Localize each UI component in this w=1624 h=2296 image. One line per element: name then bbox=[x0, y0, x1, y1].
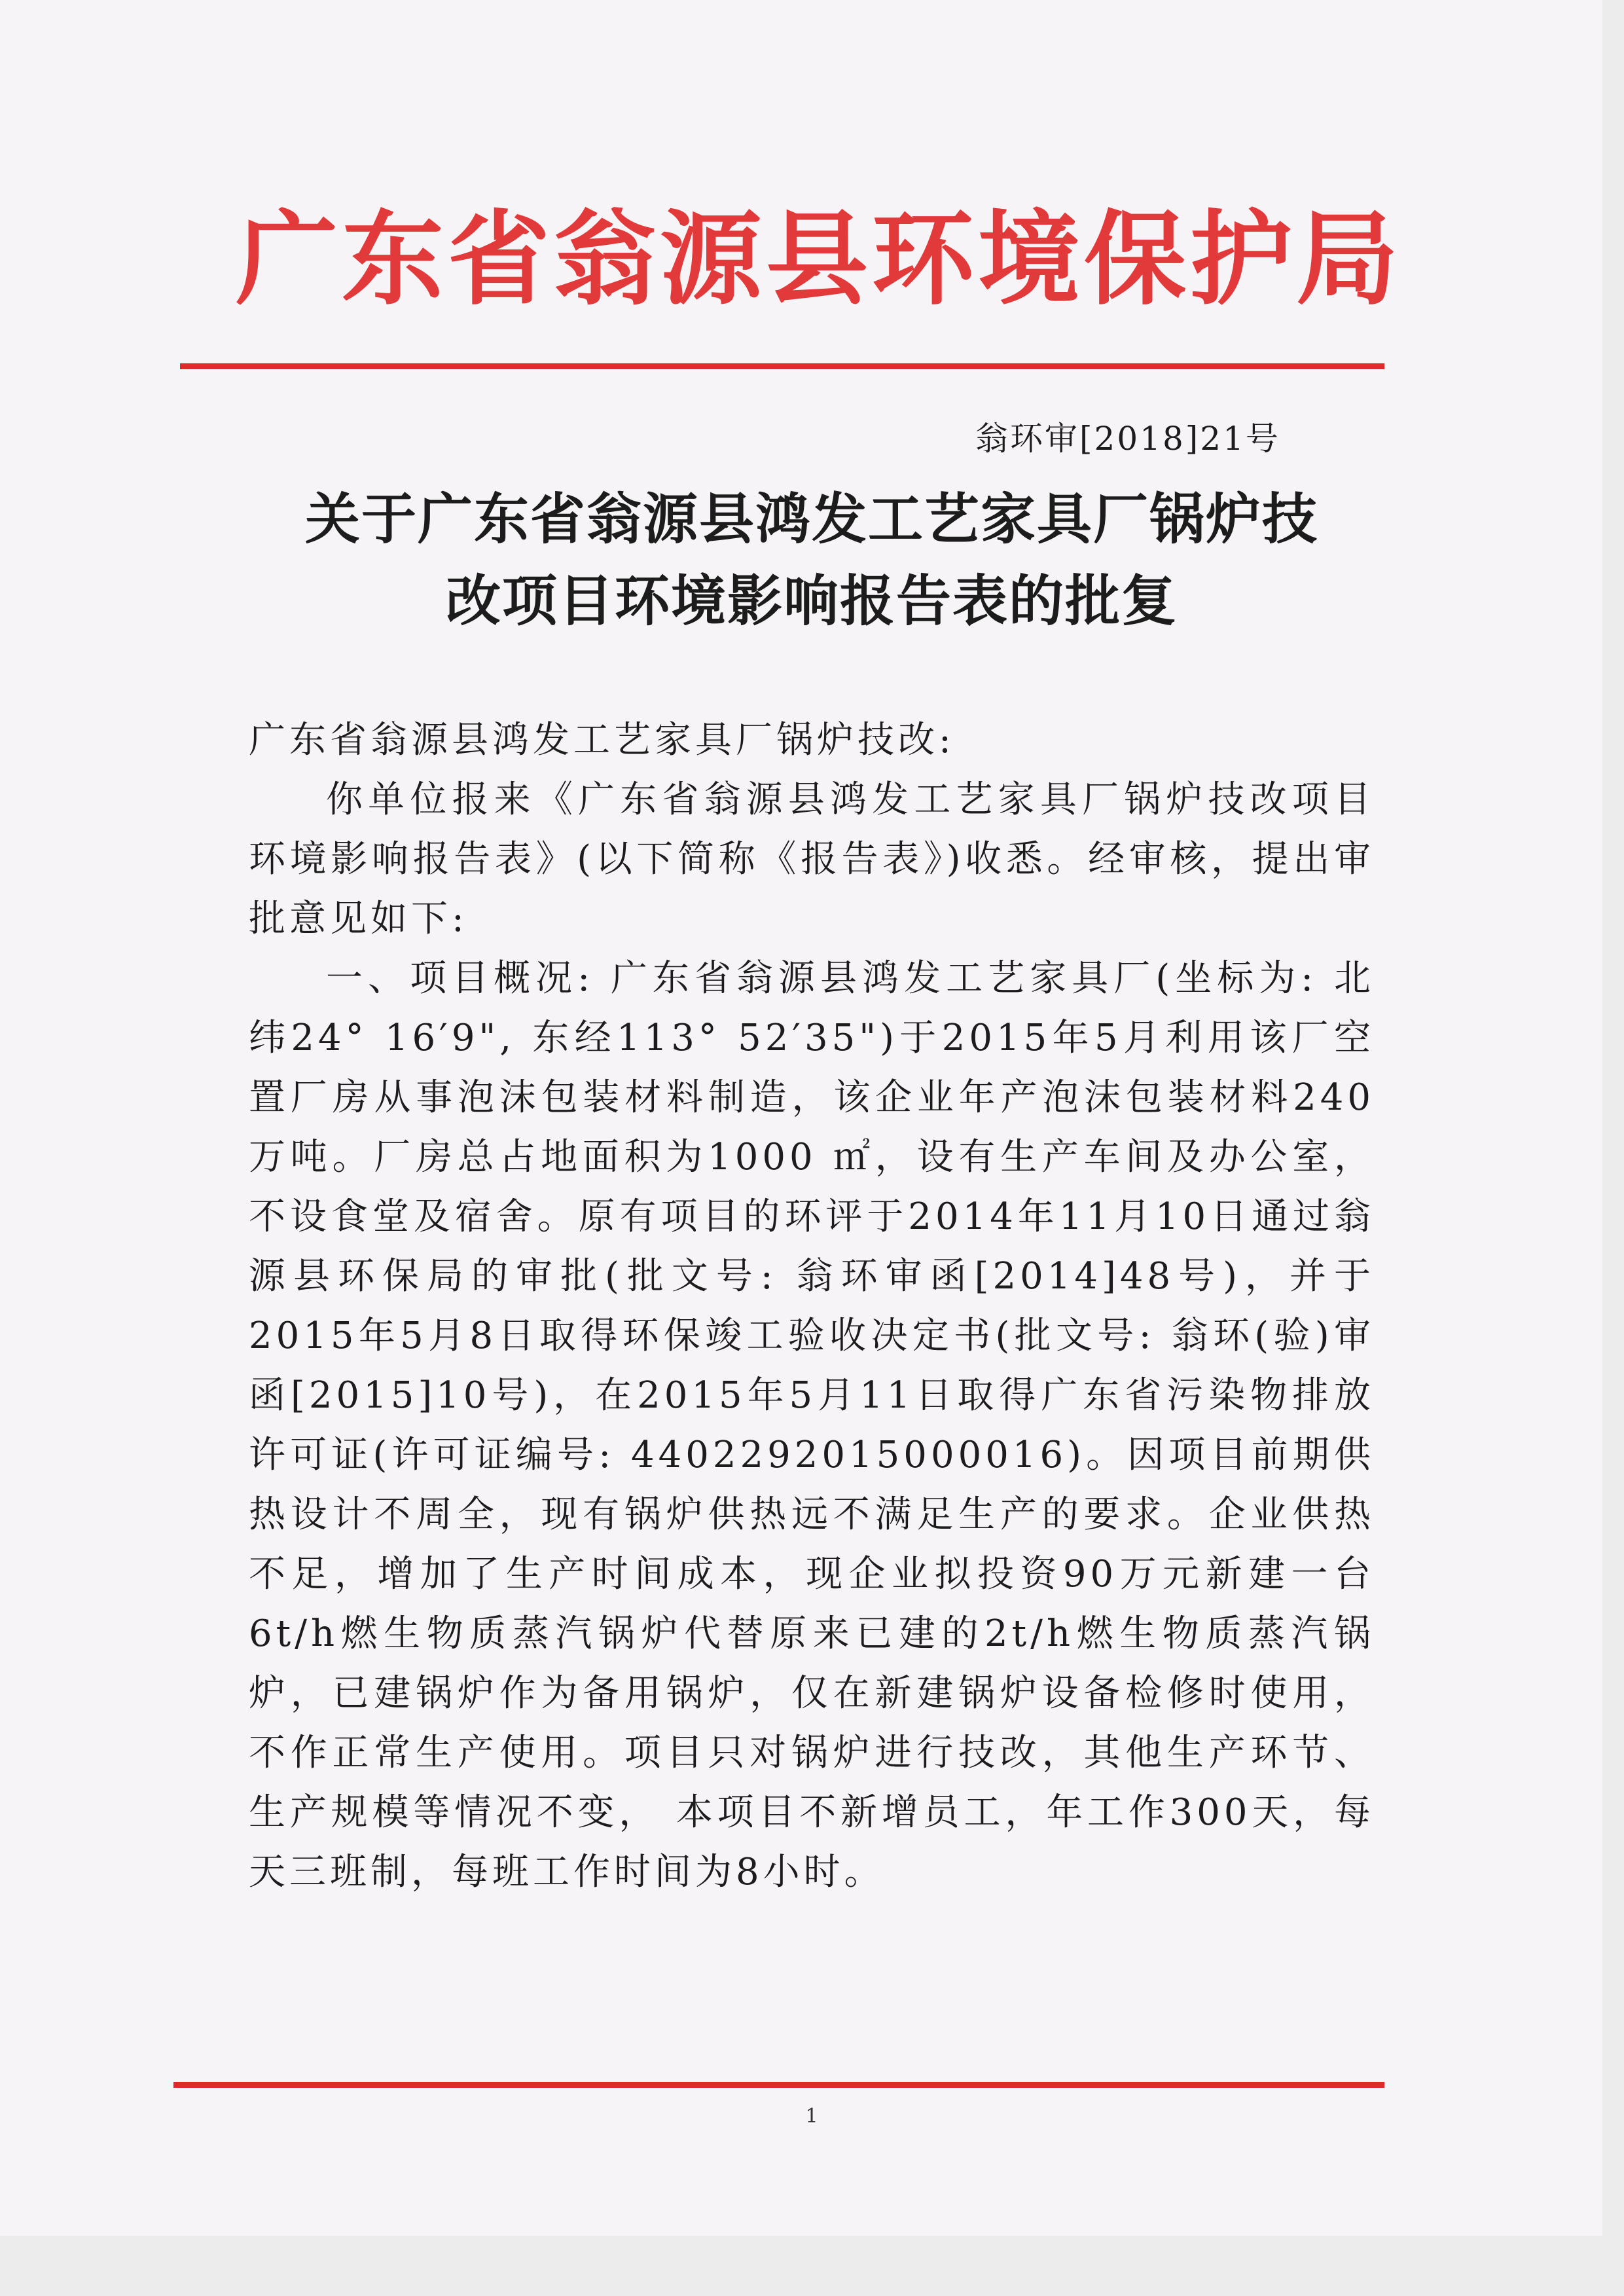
document-title-line-1: 关于广东省翁源县鸿发工艺家具厂锅炉技 bbox=[304, 486, 1318, 551]
org-header: 广东省翁源县环境保护局 bbox=[236, 199, 1402, 319]
header-red-rule bbox=[180, 363, 1384, 369]
page-edge-bottom bbox=[0, 2236, 1624, 2296]
footer-red-rule bbox=[173, 2082, 1384, 2088]
body-paragraph: 你单位报来《广东省翁源县鸿发工艺家具厂锅炉技改项目环境影响报告表》(以下简称《报告表》)收悉。经审核，提出审批意见如下: bbox=[249, 778, 1375, 940]
body-paragraph: 一、项目概况: 广东省翁源县鸿发工艺家具厂(坐标为: 北纬24° 16′9", 东经113° 52′35")于2015年5月利用该厂空置厂房从事泡沫包装材料制造，该企业年产泡沫包装材料240万吨。厂房总占地面积为1000 ㎡，设有生产车间及办公室，不设食堂及宿舍。原有项目的环评于2014年11月10日通过翁源县环保局的审批(批文号: 翁环审函[2014]48号)，并于2015年5月8日取得环保竣工验收决定书(批文号: 翁环(验)审函[2015]10号)，在2015年5月11日取得广东省污染物排放许可证(许可证编号: 4402292015000016)。因项目前期供热设计不周全，现有锅炉供热远不满足生产的要求。企业供热不足，增加了生产时间成本，现企业拟投资90万元新建一台6t/h燃生物质蒸汽锅炉代替原来已建的2t/h燃生物质蒸汽锅炉，已建锅炉作为备用锅炉，仅在新建锅炉设备检修时使用，不作正常生产使用。项目只对锅炉进行技改，其他生产环节、生产规模等情况不变， 本项目不新增员工，年工作300天，每天三班制，每班工作时间为8小时。 bbox=[249, 957, 1375, 1893]
page-number: 1 bbox=[805, 2105, 818, 2128]
document-number: 翁环审[2018]21号 bbox=[975, 420, 1280, 458]
page-edge-right bbox=[1602, 0, 1624, 2296]
addressee: 广东省翁源县鸿发工艺家具厂锅炉技改: bbox=[249, 719, 955, 761]
document-title-line-2: 改项目环境影响报告表的批复 bbox=[445, 568, 1178, 633]
document-body bbox=[249, 710, 1375, 1902]
document-title bbox=[249, 478, 1375, 642]
